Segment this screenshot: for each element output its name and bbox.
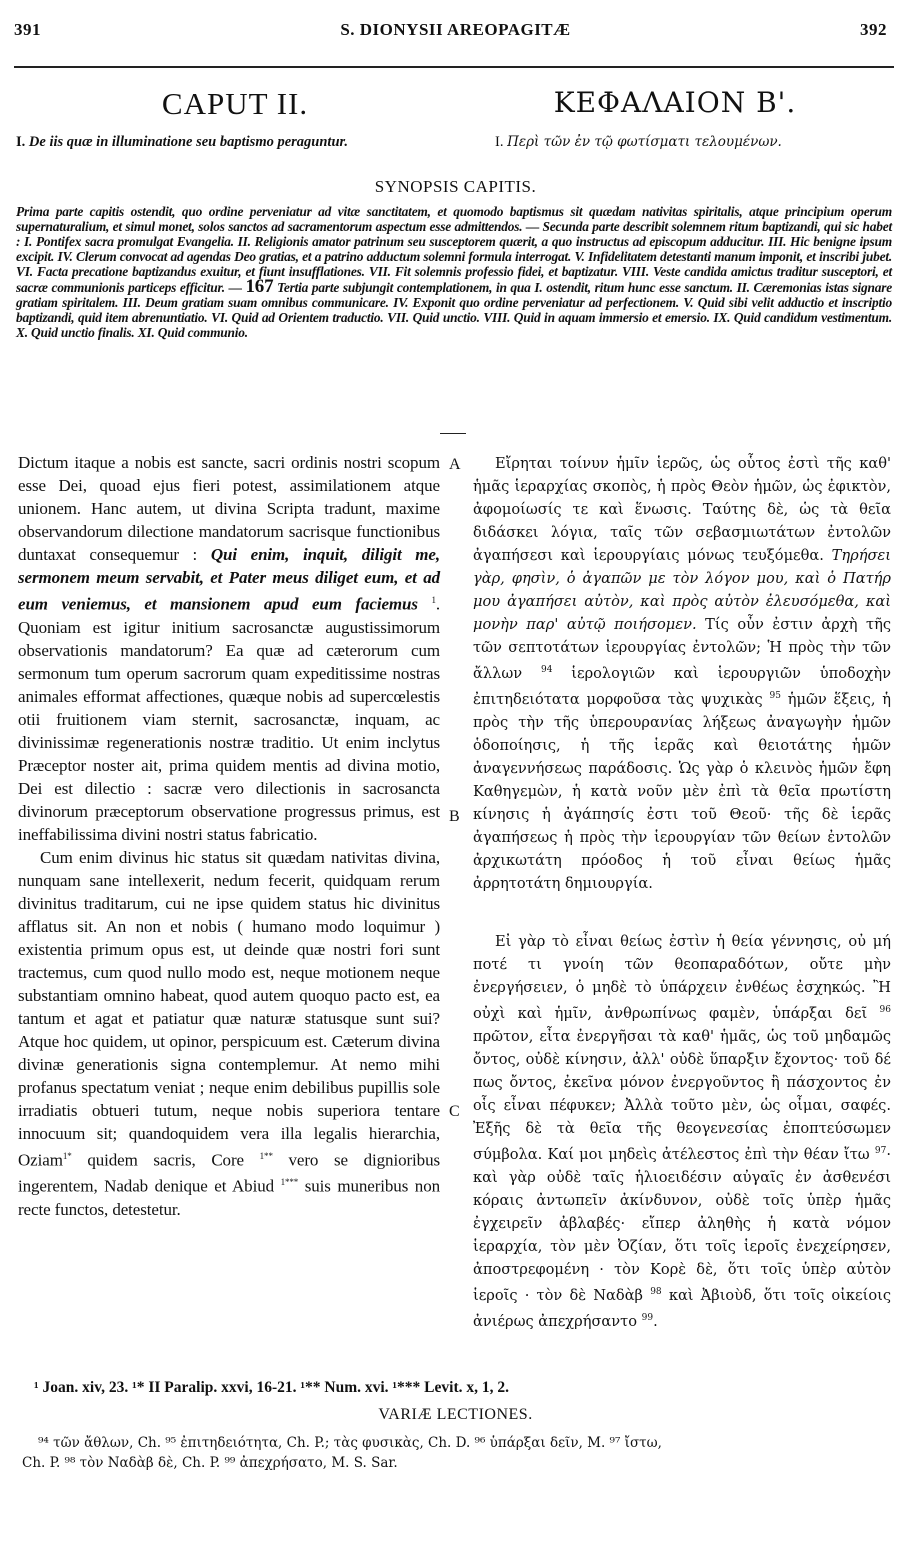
page-number-right: 392 [860, 20, 887, 39]
latin-column [18, 451, 440, 1221]
variant-ref-94: 94 [540, 665, 553, 675]
greek-p2-text: Εἰ γὰρ τὸ εἶναι θείως ἐστὶν ἡ θεία γέννησις, οὐ μή ποτέ τι γνοίη τῶν θεοπαραδότων, οὔτε μὴν ἐνεργήσειεν, ὁ μηδὲ τὸ ὑπάρχειν ἐνθέως ἐσχηκώς. Ἢ οὐχὶ καὶ ἡμῖν, ἀνθρωπίνως φαμὲν, ὑπάρξαι δεῖ [473, 933, 891, 1022]
variant-ref-96: 96 [879, 1005, 891, 1015]
footnote-ref-1: 1 [431, 595, 436, 605]
variant-ref-97: 97 [874, 1145, 887, 1156]
greek-subtitle-number: I. [495, 134, 504, 150]
greek-chapter-subtitle [495, 133, 895, 151]
latin-p2-text: Cum enim divinus hic status sit quædam nativitas divina, nunquam sane intellexerit, nedum fecerit, quidquam rerum divinitus traditarum, cui ne ipse quidem status hic divinitus afflatus sit. An non et nobis ( humano modo loquimur ) existentia primum opus est, ut deinde quæ nostri fori sunt tractemus, cum quod nullo modo est, neque motionem neque substantiam omnino habeat, quod autem quoquo pacto est, ea tantum et agat et patiatur quæ naturæ statusque sunt sui? Atque hoc quidem, ut opinor, perspicuum est. Cæterum divina divinæ generationis signa contemplemur. At nemo mihi profanus spectatum veniat ; neque enim debilibus pupillis sole irradiatis obtueri tutum, neque nobis superiora tentare innocuum sit; quandoquidem vera illa legalis hierarchia, Oziam [18, 847, 440, 1170]
greek-p1-rest-b: ἱερολογιῶν καὶ ἱερουργιῶν ὑποδοχὴν ἐπιτηδειότατα μορφοῦσα τὰς ψυχικὰς [473, 664, 892, 708]
footnote-ref-1a: 1* [62, 1150, 72, 1161]
footnote-ref-1c: 1*** [280, 1177, 299, 1188]
variae-line-2: Ch. P. ⁹⁸ τὸν Ναδὰβ δὲ, Ch. P. ⁹⁹ ἀπεχρήσατο, M. S. Sar. [22, 1455, 398, 1471]
margin-marker-a: A [449, 456, 461, 473]
variae-line-1: ⁹⁴ τῶν ἄθλων, Ch. ⁹⁵ ἐπιτηδειότητα, Ch. P.; τὰς φυσικὰς, Ch. D. ⁹⁶ ὑπάρξαι δεῖν, M. ⁹⁷ ἴστω, [38, 1435, 662, 1451]
latin-scripture-quote: Qui enim, inquit, diligit me, sermonem meum servabit, et Pater meus diliget eum, et ad eum veniemus, et mansionem apud eum faciemus [18, 545, 440, 614]
page-marker-167: 167 [245, 276, 274, 297]
greek-p1-rest-c: ἡμῶν ἕξεις, ἡ πρὸς τὴν τῆς ὑπερουρανίας λήξεως ἀναγωγὴν ἡμῶν ὁδοποίησις, ἡ τῆς ἱερᾶς καὶ θειοτάτης ἡμῶν ἀναγεννήσεως παράδοσις. Ὡς γὰρ ὁ κλεινὸς ἡμῶν ἔφη Καθηγεμὼν, ἡ κατὰ νοῦν μὲν ἐπὶ τὰ θεῖα πρωτίστη κίνησις ἡ ἀγάπησίς ἐστι τοῦ Θεοῦ· τῆς δὲ ἱερᾶς ἀγαπήσεως ἡ πρὸς τὴν ἱερουργίαν τῶν θείων ἐντολῶν ἀρχικωτάτη πρόοδος ἡ τοῦ εἶναι θείως ἡμᾶς ἀρρητοτάτη δημιουργία. [473, 690, 892, 892]
latin-p2-text-d: suis muneribus non recte functos, detestetur. [18, 1176, 440, 1219]
latin-p1-rest: . Quoniam est igitur initium sacrosanctæ augustissimorum observationis mandatorum? Ea quæ ad cæterorum cum sermonum tum operum sacrorum quam expeditissime nostras animales efformat affectiones, quæque nobis ad supercœlestis otii fruitionem viam sternit, sacrosanctæ, inquam, ac divinissimæ regenerationis nostræ traditio. Ut enim inclytus Præceptor noster ait, prima quidem mentis ad divina motio, Dei est dilectio : sacræ vero dilectionis in sacrosancta divinorum præceptorum observatione progressus primus, est ineffabilissima divini nostri status fabricatio. [18, 594, 440, 844]
latin-chapter-subtitle [16, 133, 446, 151]
variae-lectiones-heading: VARIÆ LECTIONES. [378, 1406, 533, 1423]
footnotes: ¹ Joan. xiv, 23. ¹* II Paralip. xxvi, 16-21. ¹** Num. xvi. ¹*** Levit. x, 1, 2. [34, 1379, 509, 1396]
latin-p2-text-c: vero se dignioribus ingerentem, Nadab denique et Abiud [18, 1150, 440, 1196]
synopsis-text [16, 204, 892, 340]
greek-paragraph-1 [473, 452, 891, 895]
greek-subtitle-text: Περὶ τῶν ἐν τῷ φωτίσματι τελουμένων. [507, 134, 782, 150]
greek-chapter-title: ΚΕΦΑΛΑΙΟΝ Β'. [553, 86, 797, 119]
latin-subtitle-number: I. [16, 134, 26, 150]
header-rule [14, 66, 894, 68]
variant-ref-95: 95 [769, 690, 781, 701]
greek-p1-rest-a: Τίς οὖν ἐστιν ἀρχὴ τῆς τῶν σεπτοτάτων ἱερουργίας ἐντολῶν; Ἡ πρὸς τὴν τῶν ἄλλων [473, 616, 891, 682]
synopsis-part-b: Tertia parte subjungit contemplationem, in qua I. ostendit, ritum hunc esse sanctum. II. Cæremonias istas signare gratiam spiritalem. III. Deum gratiam suam omnibus communicare. IV. Exponit quo ordine perveniatur ad perfectionem. V. Quid sibi velit adductio et inscriptio baptizandi, quid item abrenuntiatio. VI. Quid ad Orientem traductio. VII. Quid unctio. VIII. Quid in aquam immersio et emersio. IX. Quid candidum vestimentum. X. Quid unctio finalis. XI. Quid communio. [16, 280, 892, 340]
margin-marker-b: B [449, 808, 460, 825]
greek-p1-text: Εἴρηται τοίνυν ἡμῖν ἱερῶς, ὡς οὗτος ἐστὶ τῆς καθ' ἡμᾶς ἱεραρχίας σκοπὸς, ἡ πρὸς Θεὸν ἡμῶν, ὡς ἐφικτὸν, ἀφομοίωσίς τε καὶ ἕνωσις. Ταύτης δὲ, ὡς τὰ θεῖα διδάσκει λόγια, ταῖς τῶν σεβασμιωτάτων ἐντολῶν ἀγαπήσεσι καὶ ἱερουργίαις μόνως τευξόμεθα. [473, 455, 891, 564]
synopsis-divider [440, 433, 466, 434]
greek-p2-text-c: · καὶ γὰρ οὐδὲ ταῖς ἡλιοειδέσιν αὐγαῖς ἐν ἀσθενέσι κόραις ἀντωπεῖν ἀκίνδυνον, οὐδὲ τοῖς ὑπὲρ ἡμᾶς ἐγχειρεῖν ἀβλαβές· εἴπερ ἀληθὴς ἡ κατὰ νόμον ἱεραρχία, τὸν μὲν Ὀζίαν, ὅτι τοῖς ἱεροῖς ἐνεχείρησεν, ἀποστρεφομένη · τὸν Κορὲ δὲ, ὅτι τοῖς ὑπὲρ αὐτὸν ἱεροῖς · τὸν δὲ Ναδὰβ [473, 1145, 891, 1304]
greek-p2-text-d: καὶ Ἀβιοὺδ, ὅτι τοῖς οἰκείοις ἀνιέρως ἀπεχρήσαντο [473, 1286, 891, 1330]
latin-paragraph-2 [18, 846, 440, 1221]
synopsis-part-a: Prima parte capitis ostendit, quo ordine perveniatur ad vitæ sanctitatem, et quomodo baptismus sit quædam nativitas spiritalis, atque principium operum supernaturalium, et simul monet, solos sanctos ad sacramentorum aspectum esse admittendos. — Secunda parte describit solemnem ritum baptizandi, qui sic habet : I. Pontifex sacra promulgat Evangelia. II. Religionis amator patrinum seu susceptorem quærit, a quo instructus ad episcopum adducitur. III. Hic benigne ipsum excipit. IV. Clerum convocat ad agendas Deo gratias, et a patrino adductum solemni formula interrogat. V. Infidelitatem detestanti manum imponit, et inscribi jubet. VI. Facta precatione baptizandus exuitur, et fiunt insufflationes. VII. Fit solemnis professio fidei, et baptizatur. VIII. Veste candida amictus traditur susceptori, et sacræ communionis particeps efficitur. — [16, 204, 892, 295]
greek-p2-text-b: πρῶτον, εἶτα ἐνεργῆσαι τὰ καθ' ἡμᾶς, ὡς τοῦ μηδαμῶς ὄντος, οὐδὲ κίνησιν, ἀλλ' οὐδὲ ὕπαρξιν ἔχοντος· τοῦ δέ πως ὄντος, ἐκεῖνα μόνον ἐνεργοῦντος ἢ πάσχοντος ἐν οἷς εἶναι πέφυκεν; Ἀλλὰ τοῦτο μὲν, ὡς οἶμαι, σαφές. Ἐξῆς δὲ τὰ θεῖα τῆς θεογενεσίας ἐποπτεύσωμεν σύμβολα. Καί μοι μηδεὶς ἀτέλεστος ἐπὶ τὴν θέαν ἴτω [473, 1027, 891, 1163]
greek-column-part-2 [473, 930, 891, 1332]
greek-column [473, 452, 891, 895]
latin-p1-text: Dictum itaque a nobis est sancte, sacri ordinis nostri scopum esse Dei, quoad ejus fieri potest, assimilationem atque unionem. Hanc autem, ut divina Scripta tradunt, maxime observandorum dilectione mandatorum sacrisque functionibus duntaxat consequemur : [18, 453, 440, 564]
greek-p2-text-e: . [653, 1312, 658, 1330]
latin-subtitle-text: De iis quæ in illuminatione seu baptismo peraguntur. [28, 134, 348, 150]
running-title: S. DIONYSII AREOPAGITÆ [340, 20, 571, 39]
variant-ref-98: 98 [650, 1286, 662, 1297]
latin-paragraph-1 [18, 451, 440, 846]
greek-paragraph-2 [473, 930, 891, 1332]
latin-p2-text-b: quidem sacris, Core [71, 1150, 260, 1170]
greek-scripture-quote: Τηρήσει γὰρ, φησὶν, ὁ ἀγαπῶν με τὸν λόγον μου, καὶ ὁ Πατήρ μου ἀγαπήσει αὐτὸν, καὶ πρὸς αὐτὸν ἐλευσόμεθα, καὶ μονὴν παρ' αὐτῷ ποιήσομεν. [473, 547, 891, 633]
variant-ref-99: 99 [641, 1312, 654, 1323]
latin-chapter-title: CAPUT II. [161, 86, 309, 121]
page-number-left: 391 [14, 20, 41, 39]
footnote-ref-1b: 1** [259, 1150, 273, 1161]
synopsis-heading: SYNOPSIS CAPITIS. [374, 177, 537, 196]
margin-marker-c: C [449, 1103, 460, 1120]
